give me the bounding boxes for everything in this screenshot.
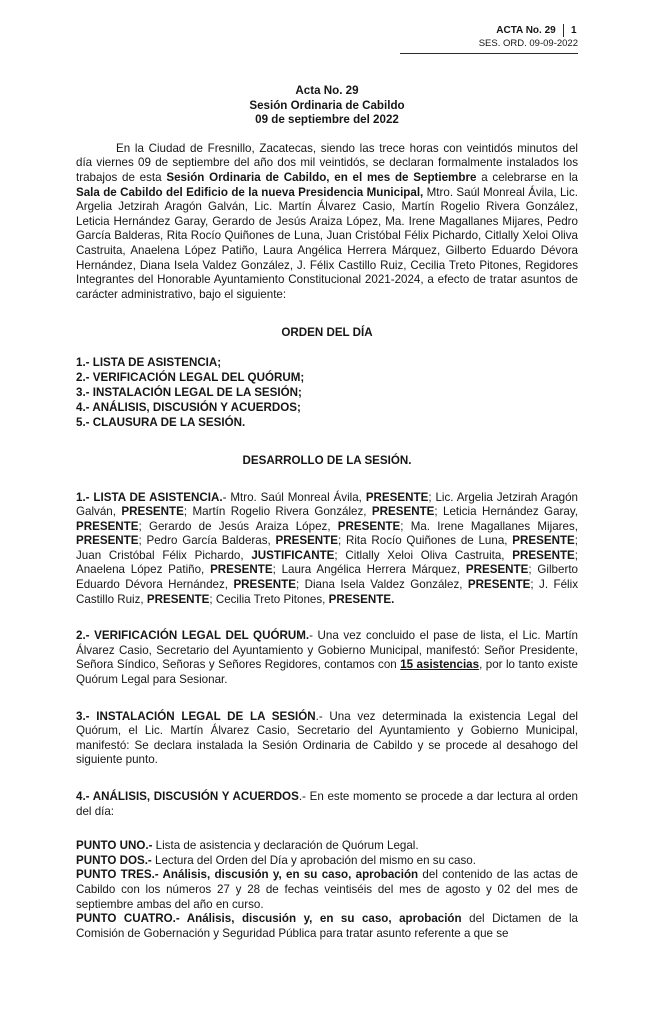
- title-session-type: Sesión Ordinaria de Cabildo: [249, 98, 405, 112]
- paragraph-punto-tres: PUNTO TRES.- Análisis, discusión y, en su caso, aprobación del contenido de las actas de Cabildo con los números 27 y 28 de fechas veintiséis del mes de agosto y 02 del mes de septiembre ambas del año en curso.: [76, 868, 578, 911]
- heading-desarrollo-sesion: DESARROLLO DE LA SESIÓN.: [242, 453, 412, 467]
- orden-item-2: 2.- VERIFICACIÓN LEGAL DEL QUÓRUM;: [76, 370, 305, 384]
- title-acta-number: Acta No. 29: [295, 84, 359, 97]
- orden-item-1: 1.- LISTA DE ASISTENCIA;: [76, 355, 222, 369]
- header-box: [400, 24, 578, 54]
- document-title: [76, 84, 578, 128]
- paragraph-punto-cuatro: PUNTO CUATRO.- Análisis, discusión y, en su caso, aprobación del Dictamen de la Comisión de Gobernación y Seguridad Pública para tratar asunto referente a que se: [76, 912, 578, 940]
- header-acta-label: ACTA No. 29: [496, 25, 556, 36]
- header-page-number: 1: [571, 25, 577, 36]
- orden-del-dia-list: [76, 355, 578, 430]
- orden-item-4: 4.- ANÁLISIS, DISCUSIÓN Y ACUERDOS;: [76, 400, 301, 414]
- paragraph-lista-asistencia: 1.- LISTA DE ASISTENCIA.- Mtro. Saúl Monreal Ávila, PRESENTE; Lic. Argelia Jetzirah Aragón Galván, PRESENTE; Martín Rogelio Rivera González, PRESENTE; Leticia Hernández Garay, PRESENTE; Gerardo de Jesús Araiza López, PRESENTE; Ma. Irene Magallanes Mijares, PRESENTE; Pedro García Balderas, PRESENTE; Rita Rocío Quiñones de Luna, PRESENTE; Juan Cristóbal Félix Pichardo, JUSTIFICANTE; Citlally Xeloi Oliva Castruita, PRESENTE; Anaelena López Patiño, PRESENTE; Laura Angélica Herrera Márquez, PRESENTE; Gilberto Eduardo Dévora Hernández, PRESENTE; Diana Isela Valdez González, PRESENTE; J. Félix Castillo Ruiz, PRESENTE; Cecilia Treto Pitones, PRESENTE.: [76, 490, 579, 606]
- paragraph-verificacion-quorum: 2.- VERIFICACIÓN LEGAL DEL QUÓRUM.- Una vez concluido el pase de lista, el Lic. Martín Álvarez Casio, Secretario del Ayuntamiento y Gobierno Municipal, manifestó: Señor Presidente, Señora Síndico, Señoras y Señores Regidores, contamos con 15 asistencias, por lo tanto existe Quórum Legal para Sesionar.: [76, 629, 579, 687]
- heading-orden-del-dia: ORDEN DEL DÍA: [281, 326, 373, 340]
- orden-item-5: 5.- CLAUSURA DE LA SESIÓN.: [76, 415, 246, 429]
- paragraph-punto-dos: PUNTO DOS.- Lectura del Orden del Día y aprobación del mismo en su caso.: [76, 853, 476, 867]
- header-row-acta: [400, 24, 578, 37]
- paragraph-instalacion-legal: 3.- INSTALACIÓN LEGAL DE LA SESIÓN.- Una vez determinada la existencia Legal del Quórum, el Lic. Martín Álvarez Casio, Secretario del Ayuntamiento y Gobierno Municipal, manifestó: Se declara instalada la Sesión Ordinaria de Cabildo y se procede al desahogo del siguiente punto.: [76, 709, 579, 767]
- title-date: 09 de septiembre del 2022: [255, 113, 399, 127]
- page-header: [76, 24, 578, 54]
- orden-item-3: 3.- INSTALACIÓN LEGAL DE LA SESIÓN;: [76, 385, 302, 399]
- paragraph-punto-uno: PUNTO UNO.- Lista de asistencia y declaración de Quórum Legal.: [76, 839, 419, 853]
- paragraph-intro: En la Ciudad de Fresnillo, Zacatecas, siendo las trece horas con veintidós minutos del día viernes 09 de septiembre del año dos mil veintidós, se declaran formalmente instalados los trabajos de esta Sesión Ordinaria de Cabildo, en el mes de Septiembre a celebrarse en la Sala de Cabildo del Edificio de la nueva Presidencia Municipal, Mtro. Saúl Monreal Ávila, Lic. Argelia Jetzirah Aragón Galván, Lic. Martín Álvarez Casio, Martín Rogelio Rivera González, Leticia Hernández Garay, Gerardo de Jesús Araiza López, Ma. Irene Magallanes Mijares, Pedro García Balderas, Rita Rocío Quiñones de Luna, Juan Cristóbal Félix Pichardo, Citlally Xeloi Oliva Castruita, Anaelena López Patiño, Laura Angélica Herrera Márquez, Gilberto Eduardo Dévora Hernández, Diana Isela Valdez González, J. Félix Castillo Ruiz, Cecilia Treto Pitones, Regidores Integrantes del Honorable Ayuntamiento Constitucional 2021-2024, a efecto de tratar asuntos de carácter administrativo, bajo el siguiente:: [76, 141, 578, 301]
- header-session-label: SES. ORD. 09-09-2022: [478, 38, 578, 49]
- paragraph-analisis-acuerdos: 4.- ANÁLISIS, DISCUSIÓN Y ACUERDOS.- En este momento se procede a dar lectura al orden del día:: [76, 790, 578, 818]
